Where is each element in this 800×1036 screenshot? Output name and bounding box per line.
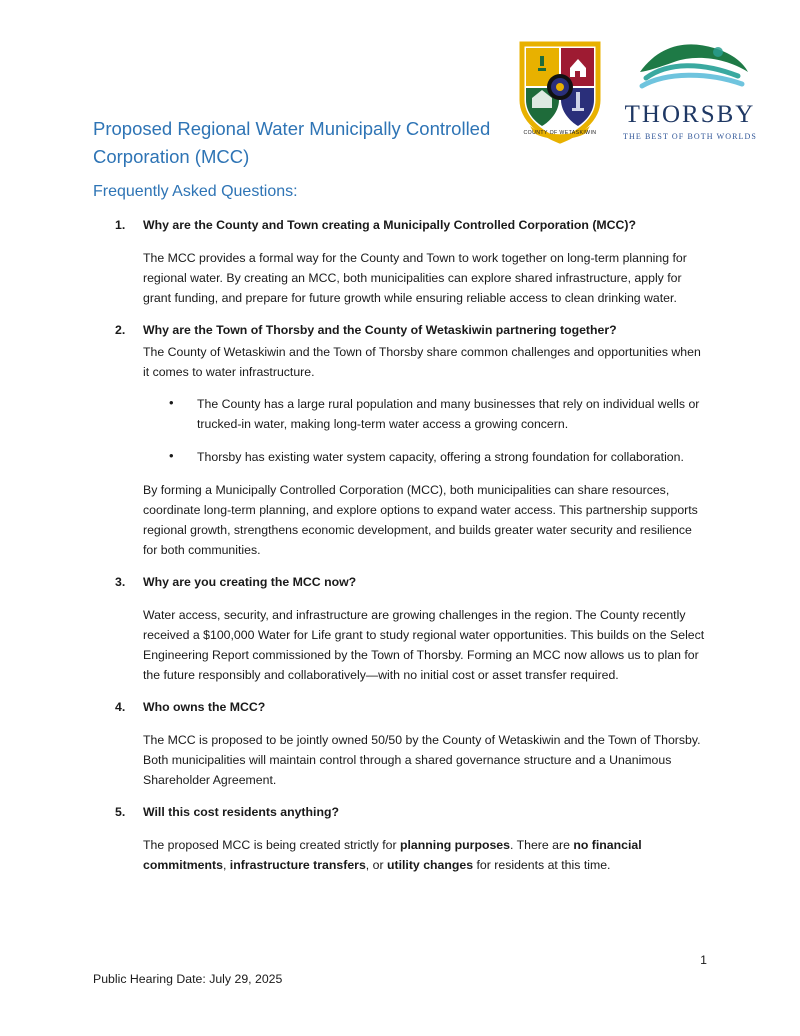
page-number: 1 bbox=[700, 953, 707, 967]
faq-item bbox=[93, 572, 709, 685]
faq-answer-paragraph: Water access, security, and infrastructure are growing challenges in the region. The County recently received a $100,000 Water for Life grant to study regional water opportunities. This builds on the Select Engineering Report commissioned by the Town of Thorsby. Forming an MCC now allows us to plan for the future responsibly and collaboratively—with no initial cost or asset transfer required. bbox=[143, 608, 705, 682]
faq-item bbox=[93, 320, 709, 560]
footer-hearing-date: Public Hearing Date: July 29, 2025 bbox=[93, 972, 283, 986]
list-item: • The County has a large rural population and many businesses that rely on individual wells or trucked-in water, making long-term water access a growing concern. bbox=[169, 394, 709, 434]
faq-item bbox=[93, 802, 709, 875]
faq-question: Why are you creating the MCC now? bbox=[143, 575, 357, 589]
faq-item bbox=[93, 215, 709, 308]
header-logos bbox=[516, 38, 758, 146]
faq-question: Why are the Town of Thorsby and the County of Wetaskiwin partnering together? bbox=[143, 323, 617, 337]
faq-question: Why are the County and Town creating a Municipally Controlled Corporation (MCC)? bbox=[143, 218, 637, 232]
faq-number: 1. bbox=[115, 218, 126, 232]
page-title: Proposed Regional Water Municipally Controlled Corporation (MCC) bbox=[93, 118, 491, 167]
faq-heading: Frequently Asked Questions: bbox=[93, 183, 298, 200]
thorsby-logo bbox=[622, 38, 758, 141]
list-item: • Thorsby has existing water system capacity, offering a strong foundation for collaboration. bbox=[169, 447, 709, 467]
thorsby-wordmark: THORSBY bbox=[624, 101, 756, 128]
faq-item bbox=[93, 697, 709, 790]
faq-number: 2. bbox=[115, 323, 126, 337]
faq-answer-paragraph-rich: The proposed MCC is being created strictly for planning purposes. There are no financial commitments, infrastructure transfers, or utility changes for residents at this time. bbox=[143, 838, 642, 872]
county-of-wetaskiwin-crest bbox=[516, 38, 604, 146]
svg-text:COUNTY OF WETASKIWIN: COUNTY OF WETASKIWIN bbox=[523, 130, 597, 136]
faq-question: Who owns the MCC? bbox=[143, 700, 266, 714]
faq-list bbox=[93, 210, 709, 875]
thorsby-tagline: THE BEST OF BOTH WORLDS bbox=[623, 132, 757, 141]
faq-question: Will this cost residents anything? bbox=[143, 805, 339, 819]
faq-answer-lead: The County of Wetaskiwin and the Town of Thorsby share common challenges and opportunities when it comes to water infrastructure. bbox=[143, 345, 701, 379]
faq-answer-paragraph: The MCC is proposed to be jointly owned 50/50 by the County of Wetaskiwin and the Town of Thorsby. Both municipalities will maintain control through a shared governance structure and a Unanimous Shareholder Agreement. bbox=[143, 733, 701, 787]
faq-answer-paragraph: By forming a Municipally Controlled Corporation (MCC), both municipalities can share resources, coordinate long-term planning, and explore options to expand water access. This partnership supports regional growth, strengthens economic development, and builds greater water security and resilience for both communities. bbox=[143, 483, 698, 557]
faq-answer-paragraph: The MCC provides a formal way for the County and Town to work together on long-term planning for regional water. By creating an MCC, both municipalities can explore shared infrastructure, apply for grant funding, and prepare for future growth while ensuring reliable access to clean drinking water. bbox=[143, 251, 687, 305]
faq-number: 5. bbox=[115, 805, 126, 819]
faq-number: 4. bbox=[115, 700, 126, 714]
faq-number: 3. bbox=[115, 575, 126, 589]
faq-bullet-list bbox=[93, 394, 709, 467]
